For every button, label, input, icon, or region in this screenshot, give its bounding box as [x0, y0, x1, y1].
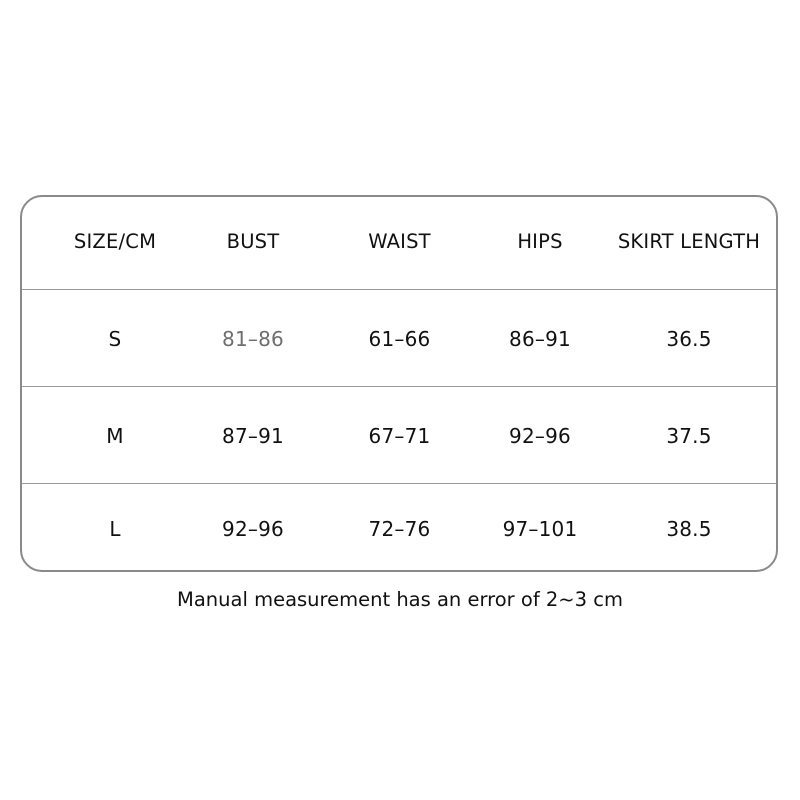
- skirt-length-value: 36.5: [666, 326, 712, 351]
- hips-value: 92–96: [509, 423, 571, 448]
- table-row-m: [22, 386, 776, 484]
- size-label: L: [109, 516, 121, 541]
- waist-value: 67–71: [368, 423, 431, 448]
- size-label: M: [106, 423, 124, 448]
- waist-value: 61–66: [368, 326, 431, 351]
- size-label: S: [108, 326, 122, 351]
- skirt-length-value: 37.5: [666, 423, 712, 448]
- hips-value: 97–101: [502, 516, 578, 541]
- measurement-note: Manual measurement has an error of 2~3 cm: [177, 588, 623, 611]
- hips-value: 86–91: [509, 326, 571, 351]
- table-row-l: [22, 483, 776, 572]
- table-row-s: [22, 289, 776, 387]
- skirt-length-value: 38.5: [666, 516, 712, 541]
- header-skirt-length: SKIRT LENGTH: [617, 229, 761, 253]
- bust-value: 92–96: [222, 516, 284, 541]
- header-hips: HIPS: [517, 229, 563, 253]
- bust-value: 81–86: [222, 326, 284, 351]
- waist-value: 72–76: [368, 516, 431, 541]
- header-size: SIZE/CM: [73, 229, 157, 253]
- size-chart-table: [20, 195, 778, 572]
- header-waist: WAIST: [368, 229, 431, 253]
- header-bust: BUST: [226, 229, 280, 253]
- bust-value: 87–91: [222, 423, 284, 448]
- table-header-row: [22, 197, 776, 289]
